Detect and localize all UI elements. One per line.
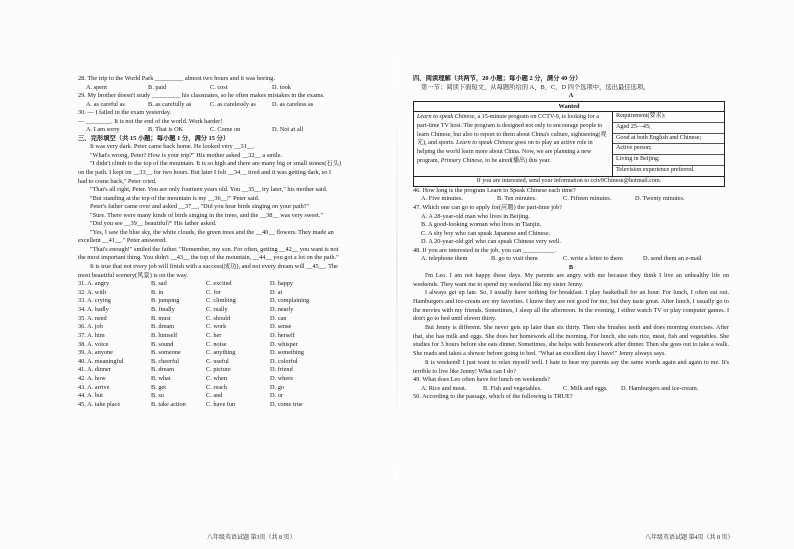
cloze-option-c: C. climbing [206,297,236,305]
cloze-option-row [78,375,390,384]
cloze-option-b: B. in [151,288,164,296]
cloze-option-row [78,341,390,350]
cloze-option-a: 45. A. take place [78,400,121,408]
question-48-options [413,255,729,264]
cloze-option-row [78,366,390,375]
cloze-option-row [78,384,390,393]
cloze-line: "Yes, I saw the blue sky, the white clouds, the green trees and the __40__ flowers. They made an [90,228,334,236]
cloze-option-a: 43. A. arrive [78,383,110,391]
section-4-title: 四、阅读理解（共两节，20 小题；每小题 2 分，满分 40 分） [413,75,582,82]
requirement-item: Aged 25—45; [613,123,724,134]
q48-option-d: D. send them an e-mail [643,255,702,263]
passage-b [413,272,729,376]
question-30-stem: 30. — I failed in the exam yesterday. [78,109,172,117]
q49-option-c: C. Milk and eggs [563,384,607,392]
q47-option-a: A. A 28-year-old man who lives in Beijing. [421,212,530,220]
cloze-option-row [78,289,390,298]
cloze-option-b: B. cheerful [151,357,179,365]
cloze-line: "That's all right, Peter. You are only fourteen years old. You __35__ try later," his mother said. [90,186,328,194]
section-4-subtitle: 第一节：阅读下面短文，从每题所给的 A、B、C、D 四个选项中，选出最佳选项。 [421,83,650,91]
cloze-option-c: C. reach [206,383,227,391]
q48-option-c: C. write a letter to them [563,255,623,263]
question-28-stem: 28. The trip to the World Park _________ almost two hours and it was boring. [78,75,275,82]
question-46-stem: 46. How long is the program Learn to Speak Chinese each time? [413,186,576,194]
q30-option-b: B. That is OK [148,126,184,134]
cloze-option-c: C. picture [206,366,231,374]
question-30-options [78,126,390,135]
passage-paragraph: But Jenny is different. She never gets up later than six thirty. Then she brushes teeth and does morning exercises. After that, she has milk and eggs. She does her homework all the morning. For lunch, she eats rice, meat, fish and vegetables. She studies for 3 hours before she eats dinner. Sometimes, she helps with housework after dinner. Then she goes out to take a walk. She reads and takes a shower before going to bed. "What an excellent day I have!" Jenny always says. [413,324,729,358]
cloze-option-d: D. or [270,392,283,400]
cloze-option-row [78,358,390,367]
cloze-option-a: 41. A. dinner [78,366,111,374]
q47-option-c: C. A shy boy who can speak Japanese and Chinese. [421,229,551,237]
q29-option-c: C. as carelessly as [210,100,256,108]
cloze-option-b: B. someone [151,349,181,357]
cloze-option-c: C. have fun [206,400,236,408]
q28-option-a: A. spent [86,83,107,91]
cloze-option-b: B. dream [151,366,175,374]
q49-option-d: D. Hamburgers and ice-cream. [621,384,699,392]
question-50-stem: 50. According to the passage, which of the following is TRUE? [413,393,573,401]
question-49-stem: 49. What does Leo often have for lunch on weekends? [413,376,550,384]
ad-requirements [613,112,724,176]
cloze-option-a: 35. A. need [78,314,107,322]
passage-paragraph: I always get up late. So, I usually have nothing for breakfast. I play basketball for an hour. For lunch, I often eat out. Hamburgers and ice-cream are my favorites. I know they are not good for me, but they taste great. After lunch, I usually go to the movies with my friends. Sometimes, I sleep all the afternoon. In the evening, I either watch TV or play computer games. I don't go to bed until eleven thirty. [413,289,729,323]
cloze-option-d: D. whisper [270,340,298,348]
q28-option-d: D. took [272,83,291,91]
q46-option-a: A. Five minutes. [421,195,463,203]
cloze-passage [78,143,390,280]
cloze-option-row [78,349,390,358]
cloze-option-row [78,392,390,401]
cloze-option-a: 44. A. but [78,392,103,400]
cloze-option-c: C. for [206,288,221,296]
q46-option-b: B. Ten minutes. [497,195,537,203]
cloze-line: "What's wrong, Peter? How is your trip?" His mother asked __32__ a smile. [90,151,282,159]
cloze-option-d: D. come true [270,400,303,408]
cloze-option-row [78,315,390,324]
cloze-option-d: D. colorful [270,357,298,365]
cloze-options-grid [78,280,390,409]
cloze-option-b: B. so [151,392,164,400]
cloze-option-d: D. friend [270,366,293,374]
cloze-option-c: C. really [206,306,228,313]
cloze-option-b: B. finally [151,306,175,313]
cloze-option-d: D. sense [270,323,292,331]
cloze-option-row [78,332,390,341]
q30-option-d: D. Not at all [272,126,304,134]
q28-option-c: C. cost [210,83,228,91]
cloze-option-row [78,280,390,289]
ad-description: Learn to speak Chinese, a 15-minute program on CCTV-9, is looking for a part-time TV host. The program is designed not only to encourage people to learn Chinese, but also to report to them about China's culture, sightseeing(观光), and sports. Learn to speak Chinese goes on to play an active role in helping the world learn more about China. Now, we are planning a new program, Primary Chinese, to be aired(播出) this year. [414,112,613,176]
cloze-option-row [78,401,390,410]
cloze-option-b: B. jumping [151,297,180,305]
ad-body [414,112,724,177]
ad-heading: Wanted [414,102,724,112]
cloze-option-a: 38. A. voice [78,340,109,348]
cloze-option-d: D. go [270,383,284,391]
requirement-title: Requirement(要求): [613,112,724,123]
q28-option-b: B. paid [148,83,167,91]
cloze-line: the most important thing. You didn't __43__ the top of the mountain, __44__ you got a lot on the path." [78,254,339,262]
q47-option-b: B. A good-looking woman who lives in Tianjin. [421,221,542,229]
cloze-line: most beautiful scenery(风景) is on the way. [78,271,188,279]
cloze-option-a: 40. A. meaningful [78,357,124,365]
q29-option-a: A. as careful as [86,100,125,108]
cloze-option-d: D. at [270,288,283,296]
requirement-item: Living in Beijing; [613,155,724,166]
question-49-options [413,385,729,394]
page-footer-left: 八年级英语试题 第3页（共 8 页） [207,535,296,541]
cloze-option-b: B. must [151,314,171,322]
cloze-option-b: B. sad [151,280,167,288]
cloze-option-c: C. when [206,375,227,382]
cloze-option-a: 34. A. badly [78,306,109,313]
question-46-options [413,195,729,204]
cloze-line: excellent __41__." Peter answered. [78,237,167,245]
cloze-line: had to come back," Peter cried. [78,177,157,185]
cloze-option-a: 39. A. anyone [78,349,113,357]
question-30-stem-2: — ________. It is not the end of the world. Work harder! [78,117,223,125]
passage-a-label: A [568,92,574,100]
cloze-option-a: 31. A. angry [78,280,110,288]
q49-option-b: B. Fish and vegetables. [483,384,542,392]
q46-option-d: D. Twenty minutes. [635,195,685,203]
q29-option-d: D. as careless as [272,100,314,108]
page-footer-right: 八年级英语试题 第4页（共 8 页） [645,535,734,541]
cloze-option-a: 42. A. how [78,375,106,382]
q49-option-a: A. Rice and meat. [421,384,467,392]
section-3-title: 三、完形填空（共 15 小题；每小题 1 分，满分 15 分） [78,134,230,142]
cloze-line: "I didn't climb to the top of the mountain. It is so high and there are many big or small stones(石头) [90,160,342,168]
q47-option-d: D. A 20-year-old girl who can speak Chinese very well. [421,238,561,246]
wanted-ad [413,101,725,187]
cloze-option-row [78,306,390,315]
requirement-item: Active person; [613,144,724,155]
requirement-item: Good at both English and Chinese; [613,134,724,145]
cloze-option-row [78,323,390,332]
cloze-option-d: D. herself [270,331,295,339]
program-name: Learn to speak Chinese [417,114,475,121]
q30-option-c: C. Come on [210,126,241,134]
cloze-option-a: 36. A. job [78,323,103,331]
cloze-option-c: C. noise [206,340,227,348]
cloze-option-c: C. her [206,331,222,339]
requirement-item: Television experience preferred. [616,167,695,174]
q30-option-a: A. I am sorry [86,126,120,134]
passage-paragraph: I'm Leo. I am not happy these days. My parents are angry with me because they think I live an unhealthy life on weekends. They want me to spend my weekend like my sister Jenny. [413,271,729,288]
question-29-stem: 29. My brother doesn't study _________ his classmates, so he often makes mistakes in the exams. [78,92,325,100]
cloze-option-c: C. useful [206,357,229,365]
cloze-option-d: D. where [270,375,294,382]
cloze-line: on the path. I kept on __33__ for two hours. But later I felt __34__ tired and it was getting dark, so I [78,169,332,177]
q48-option-b: B. go to visit them [491,255,538,263]
q46-option-c: C. Fifteen minutes. [563,195,612,203]
cloze-option-b: B. what [151,375,171,382]
cloze-line: "That's enough!" smiled the father. "Remember, my son. For often, getting __42__ you want is not [90,245,339,253]
cloze-option-c: C. work [206,323,227,331]
cloze-line: It is true that not every job will finish with a success(成功), and not every dream will __45__. The [90,263,338,271]
right-column [413,75,729,402]
cloze-line: "But standing at the top of the mountain is my __36__!" Peter said. [90,194,260,202]
cloze-option-b: B. get [151,383,167,391]
cloze-option-d: D. nearly [270,306,294,313]
cloze-option-a: 37. A. him [78,331,105,339]
cloze-line: Peter's father came over and asked __37__, "Did you hear birds singing on your path?" [90,203,310,211]
cloze-option-d: D. complaining [270,297,310,305]
cloze-option-row [78,297,390,306]
cloze-option-c: C. anything [206,349,236,357]
passage-paragraph: It is weekend! I just want to relax myself well. I hate to hear my parents say the same words again and again to me. It's terrible to live like Jenny! What can I do? [413,358,729,375]
cloze-option-d: D. something [270,349,304,357]
question-48-stem: 48. If you are interested in the job, you can __________. [413,246,556,254]
q48-option-a: A. telephone them [421,255,468,263]
cloze-option-d: D. can [270,314,287,322]
question-29-options [78,101,390,110]
cloze-option-a: 32. A. with [78,288,106,296]
q29-option-b: B. as carefully as [148,100,192,108]
cloze-option-d: D. happy [270,280,294,288]
left-column [78,75,390,410]
question-47-stem: 47. Which one can go to apply for(应聘) the part-time job? [413,203,563,211]
cloze-option-c: C. and [206,392,223,400]
question-28-options [78,84,390,93]
ad-contact: If you are interested, send your information to cctv9Chinese@hotmail.com. [476,177,662,184]
cloze-option-b: B. sound [151,340,174,348]
cloze-option-c: C. excited [206,280,232,288]
cloze-line: It was very dark. Peter came back home. He looked very __31__. [90,143,255,151]
cloze-option-a: 33. A. crying [78,297,111,305]
cloze-option-b: B. dream [151,323,175,331]
cloze-option-b: B. take action [151,400,186,408]
cloze-option-c: C. should [206,314,231,322]
cloze-line: "Sure. There were many kinds of birds singing in the trees, and the __38__ was very sweet." [90,211,323,219]
cloze-option-b: B. himself [151,331,178,339]
cloze-line: "Did you see __39__ beautiful?" His father asked. [90,220,217,228]
passage-b-label: B [568,263,574,271]
